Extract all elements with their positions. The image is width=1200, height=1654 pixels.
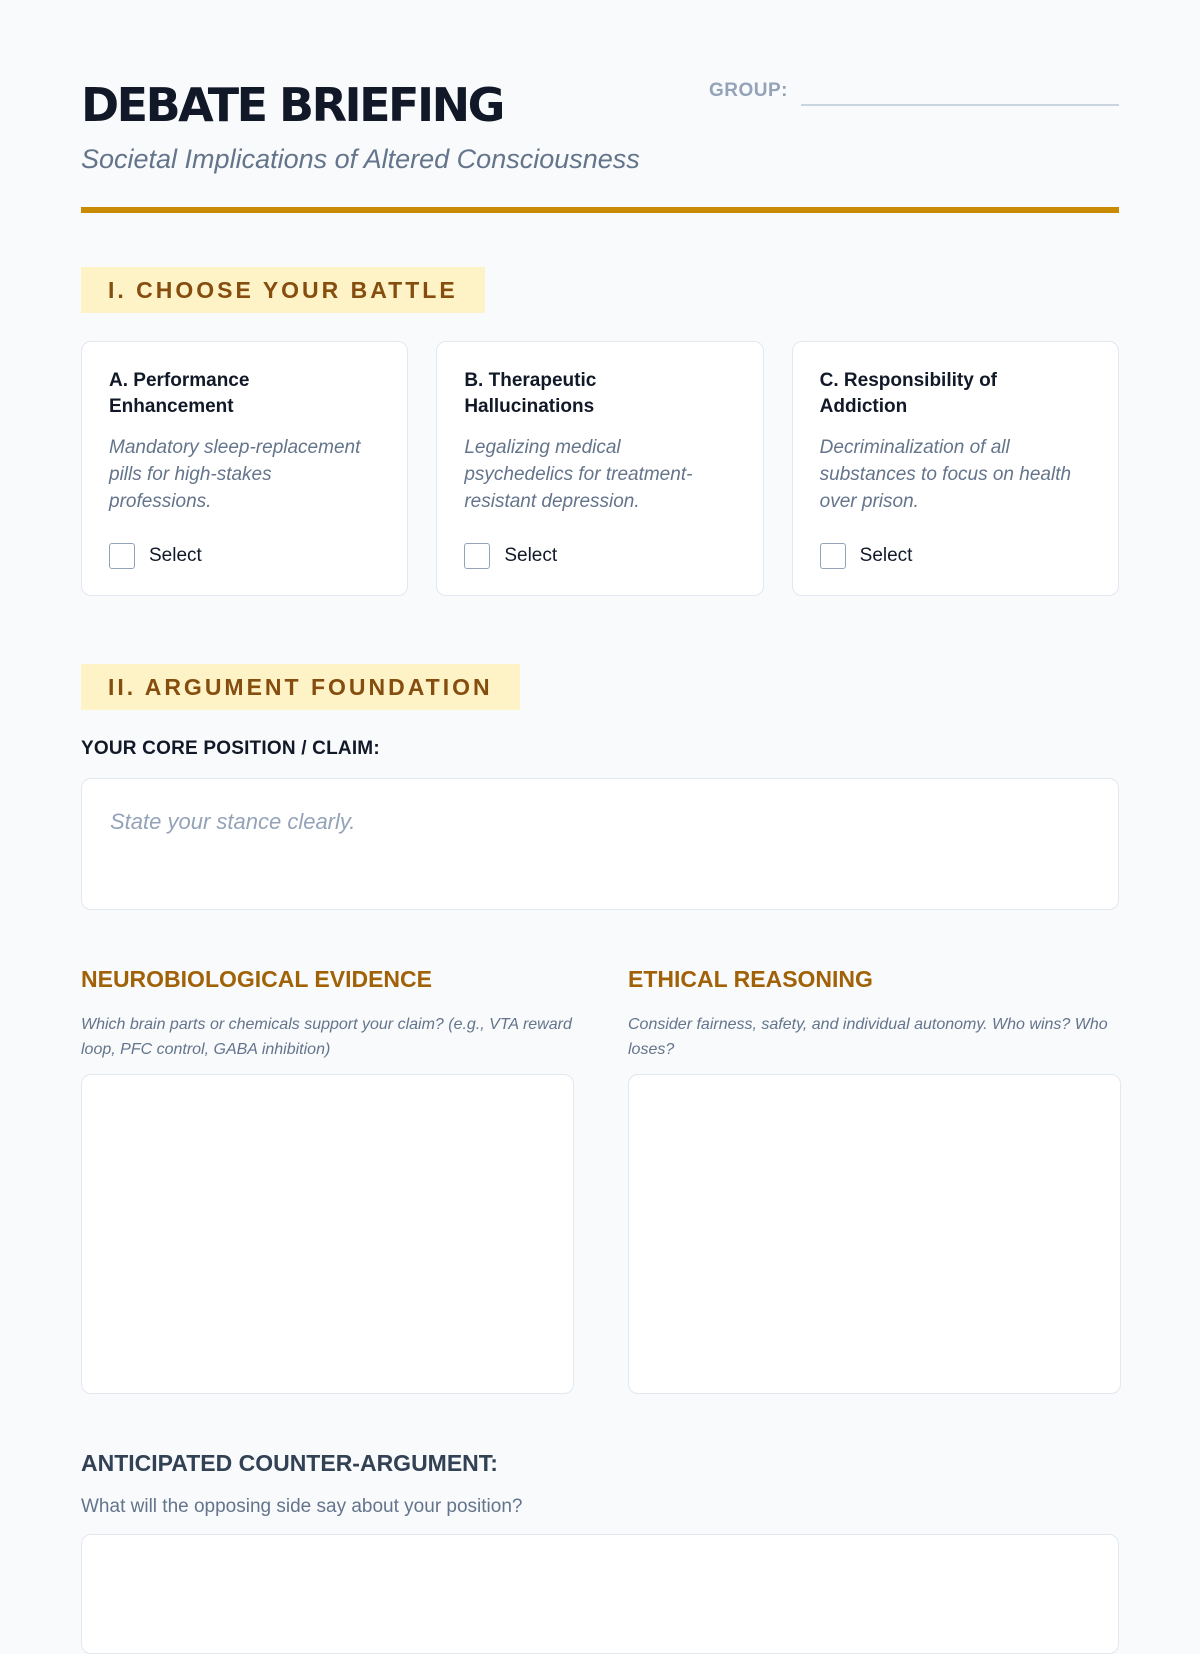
select-option-a[interactable]: [109, 543, 202, 569]
select-checkbox[interactable]: [464, 543, 490, 569]
ethical-reasoning-input[interactable]: [628, 1074, 1121, 1394]
page-subtitle: Societal Implications of Altered Consciousness: [81, 144, 640, 174]
neuro-evidence-hint: Which brain parts or chemicals support your claim? (e.g., VTA reward loop, PFC control, GABA inhibition): [81, 1016, 572, 1058]
card-title: B. Therapeutic Hallucinations: [464, 370, 597, 417]
battle-card-b[interactable]: [436, 341, 763, 596]
ethical-reasoning-hint: Consider fairness, safety, and individual autonomy. Who wins? Who loses?: [628, 1016, 1108, 1058]
card-title: C. Responsibility of Addiction: [819, 370, 998, 417]
group-label: GROUP:: [709, 80, 788, 101]
select-checkbox[interactable]: [820, 543, 846, 569]
page-title: DEBATE BRIEFING: [81, 78, 503, 132]
header-divider: [81, 207, 1119, 213]
card-description: Legalizing medical psychedelics for treatment-resistant depression.: [464, 437, 693, 512]
header: [81, 0, 1119, 214]
battle-cards: [81, 341, 1119, 596]
group-input-line[interactable]: [801, 104, 1119, 106]
battle-card-a[interactable]: [81, 341, 408, 596]
select-option-c[interactable]: [820, 543, 913, 569]
card-description: Decriminalization of all substances to focus on health over prison.: [819, 437, 1072, 512]
counter-argument-hint: What will the opposing side say about your position?: [81, 1496, 523, 1517]
neuro-evidence-title: NEUROBIOLOGICAL EVIDENCE: [81, 966, 432, 992]
card-title: A. Performance Enhancement: [109, 370, 250, 417]
select-label: Select: [149, 545, 202, 566]
neuro-evidence-input[interactable]: [81, 1074, 574, 1394]
card-description: Mandatory sleep-replacement pills for high-stakes professions.: [109, 437, 361, 512]
battle-card-c[interactable]: [792, 341, 1119, 596]
select-option-b[interactable]: [464, 543, 557, 569]
counter-argument-input[interactable]: [81, 1534, 1119, 1654]
select-checkbox[interactable]: [109, 543, 135, 569]
counter-argument-title: ANTICIPATED COUNTER-ARGUMENT:: [81, 1450, 498, 1476]
section-heading-argument-foundation: II. ARGUMENT FOUNDATION: [81, 664, 520, 710]
select-label: Select: [859, 545, 913, 566]
select-label: Select: [504, 545, 558, 566]
core-position-input[interactable]: State your stance clearly.: [81, 778, 1119, 910]
core-position-label: YOUR CORE POSITION / CLAIM:: [81, 738, 380, 759]
ethical-reasoning-title: ETHICAL REASONING: [628, 966, 873, 992]
section-heading-choose-battle: I. CHOOSE YOUR BATTLE: [81, 267, 485, 313]
